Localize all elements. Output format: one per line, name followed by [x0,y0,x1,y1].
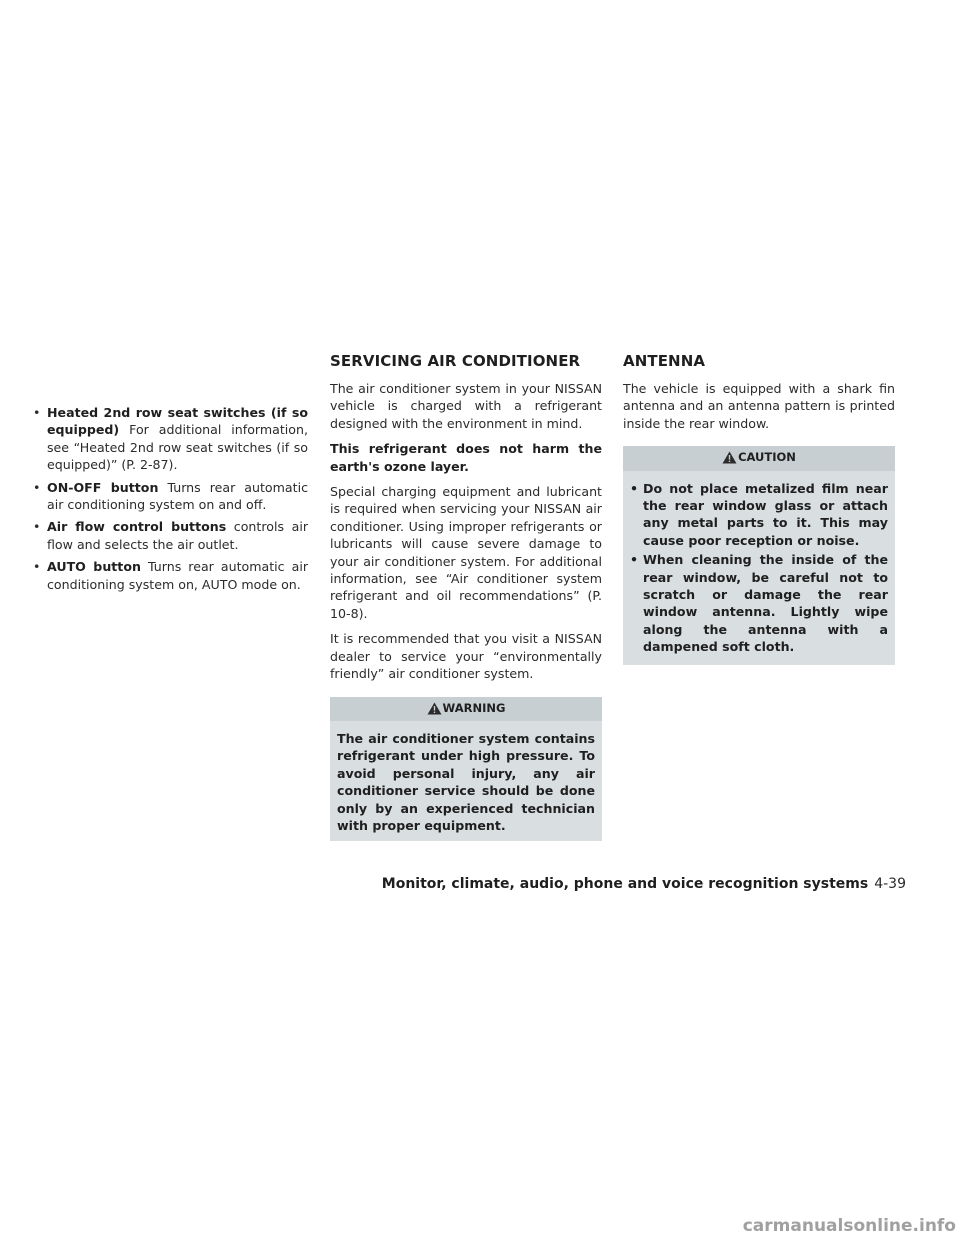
paragraph: The air conditioner system in your NISSAN vehicle is charged with a refrigerant designed with the environment in mind. [330,381,602,431]
warning-label: WARNING [442,700,506,715]
list-item [630,551,888,655]
list-item [33,404,308,474]
caution-header [623,446,895,470]
servicing-column [330,380,602,841]
item-text: Turns rear automatic air conditioning system on, AUTO mode on. [47,559,309,592]
paragraph: The vehicle is equipped with a shark fin antenna and an antenna pattern is printed inside the rear window. [623,381,895,431]
warning-triangle-icon [722,451,737,464]
item-term: Heated 2nd row seat switches (if so equipped) [47,405,308,438]
item-text: For additional information, see “Heated 2nd row seat switches (if so equipped)” (P. 2-87). [47,422,308,473]
caution-text: When cleaning the inside of the rear window, be careful not to scratch or damage the rear window antenna. Lightly wipe along the antenna with a dampened soft cloth. [643,552,888,655]
item-term: AUTO button [47,559,141,575]
bullet: • [33,479,41,495]
caution-label: CAUTION [738,450,796,465]
page-footer [382,876,906,892]
bullet: • [630,480,639,496]
list-item [33,479,308,514]
rear-ac-controls-list [33,404,308,593]
warning-header [330,697,602,721]
list-item [630,480,888,550]
page-number: 4-39 [874,876,906,892]
caution-list [630,480,888,656]
bullet: • [630,552,639,568]
bullet: • [33,519,41,535]
paragraph: Special charging equipment and lubricant is required when servicing your NISSAN air conditioner. Using improper refrigerants or lubricants will cause severe damage to your air conditioner system. For additional information, see “Air conditioner system refrigerant and oil recommendations” (P. 10-8). [330,484,602,621]
list-item [33,558,308,593]
item-term: ON-OFF button [47,479,159,495]
warning-text: The air conditioner system contains refrigerant under high pressure. To avoid personal injury, any air conditioner service should be done only by an experienced technician with proper equipment. [337,730,595,833]
item-text: Turns rear automatic air conditioning system on and off. [47,479,308,513]
caution-box [623,446,895,664]
caution-text: Do not place metalized film near the rear window glass or attach any metal parts to it. This may cause poor reception or noise. [643,480,888,548]
item-text: controls air flow and selects the air outlet. [47,519,308,552]
warning-body [330,721,602,841]
chapter-title: Monitor, climate, audio, phone and voice recognition systems [381,876,869,892]
list-item [33,518,308,553]
warning-triangle-icon [427,702,442,715]
caution-body [623,471,895,665]
watermark: carmanualsonline.info [742,1216,956,1236]
antenna-column [623,380,895,665]
left-column [33,404,308,598]
item-term: Air flow control buttons [47,519,227,535]
section-heading-antenna: ANTENNA [623,352,706,370]
section-heading-servicing: SERVICING AIR CONDITIONER [330,352,581,370]
bullet: • [33,559,41,575]
warning-box [330,697,602,842]
ozone-statement: This refrigerant does not harm the earth's ozone layer. [330,441,602,474]
paragraph: It is recommended that you visit a NISSAN dealer to service your “environmentally friendly” air conditioner system. [330,631,602,682]
bullet: • [33,405,41,420]
